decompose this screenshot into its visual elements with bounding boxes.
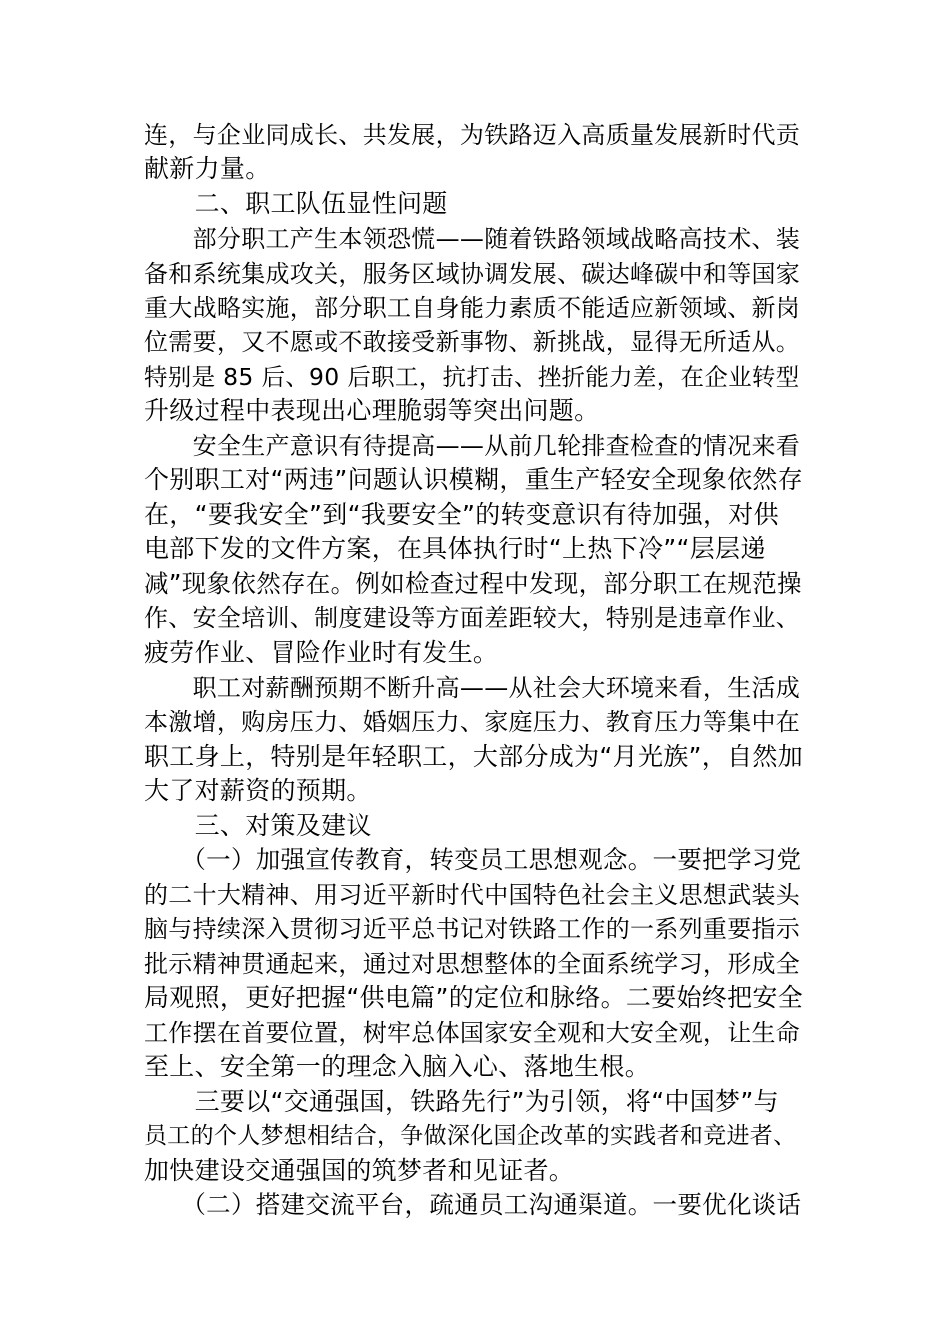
- text-line: 在，“要我安全”到“我要安全”的转变意识有待加强，对供: [144, 500, 779, 529]
- text-line: 本激增，购房压力、婚姻压力、家庭压力、教育压力等集中在: [144, 708, 801, 736]
- text-line: 位需要，又不愿或不敢接受新事物、新挑战，显得无所适从。: [144, 328, 801, 356]
- text-line: 职工对薪酬预期不断升高——从社会大环境来看，生活成: [144, 674, 801, 702]
- text-line: 安全生产意识有待提高——从前几轮排查检查的情况来看: [144, 432, 801, 460]
- text-line: 连，与企业同成长、共发展，为铁路迈入高质量发展新时代贡: [144, 121, 801, 149]
- text-line: 批示精神贯通起来，通过对思想整体的全面系统学习，形成全: [144, 950, 801, 978]
- text-line: 电部下发的文件方案，在具体执行时“上热下冷”“层层递: [144, 534, 766, 563]
- text-line: 工作摆在首要位置，树牢总体国家安全观和大安全观，让生命: [144, 1019, 801, 1047]
- text-line: 减”现象依然存在。例如检查过程中发现，部分职工在规范操: [144, 569, 802, 598]
- text-line: 职工身上，特别是年轻职工，大部分成为“月光族”，自然加: [144, 742, 804, 771]
- section-heading: 三、对策及建议: [144, 811, 372, 840]
- text-line: 的二十大精神、用习近平新时代中国特色社会主义思想武装头: [144, 881, 801, 909]
- text-line: 备和系统集成攻关，服务区域协调发展、碳达峰碳中和等国家: [144, 260, 801, 288]
- text-line: 升级过程中表现出心理脆弱等突出问题。: [144, 396, 600, 425]
- text-line: 重大战略实施，部分职工自身能力素质不能适应新领域、新岗: [144, 294, 801, 322]
- text-line: （一）加强宣传教育，转变员工思想观念。一要把学习党: [144, 845, 802, 874]
- text-line: （二）搭建交流平台，疏通员工沟通渠道。一要优化谈话: [144, 1190, 802, 1219]
- text-line: 大了对薪资的预期。: [144, 776, 372, 805]
- text-line: 三要以“交通强国，铁路先行”为引领，将“中国梦”与: [144, 1087, 779, 1116]
- text-line: 局观照，更好把握“供电篇”的定位和脉络。二要始终把安全: [144, 983, 804, 1012]
- text-line: 至上、安全第一的理念入脑入心、落地生根。: [144, 1052, 651, 1081]
- text-line: 加快建设交通强国的筑梦者和见证者。: [144, 1156, 575, 1185]
- text-line: 员工的个人梦想相结合，争做深化国企改革的实践者和竞进者、: [144, 1123, 797, 1149]
- text-line: 个别职工对“两违”问题认识模糊，重生产轻安全现象依然存: [144, 465, 804, 494]
- section-heading: 二、职工队伍显性问题: [144, 189, 448, 218]
- text-line: 部分职工产生本领恐慌——随着铁路领域战略高技术、装: [144, 225, 801, 253]
- text-line: 献新力量。: [144, 154, 271, 183]
- text-line: 作、安全培训、制度建设等方面差距较大，特别是违章作业、: [144, 604, 801, 632]
- text-line: 疲劳作业、冒险作业时有发生。: [144, 638, 499, 667]
- text-line: 特别是 85 后、90 后职工，抗打击、挫折能力差，在企业转型: [144, 363, 800, 391]
- text-line: 脑与持续深入贯彻习近平总书记对铁路工作的一系列重要指示: [144, 915, 801, 943]
